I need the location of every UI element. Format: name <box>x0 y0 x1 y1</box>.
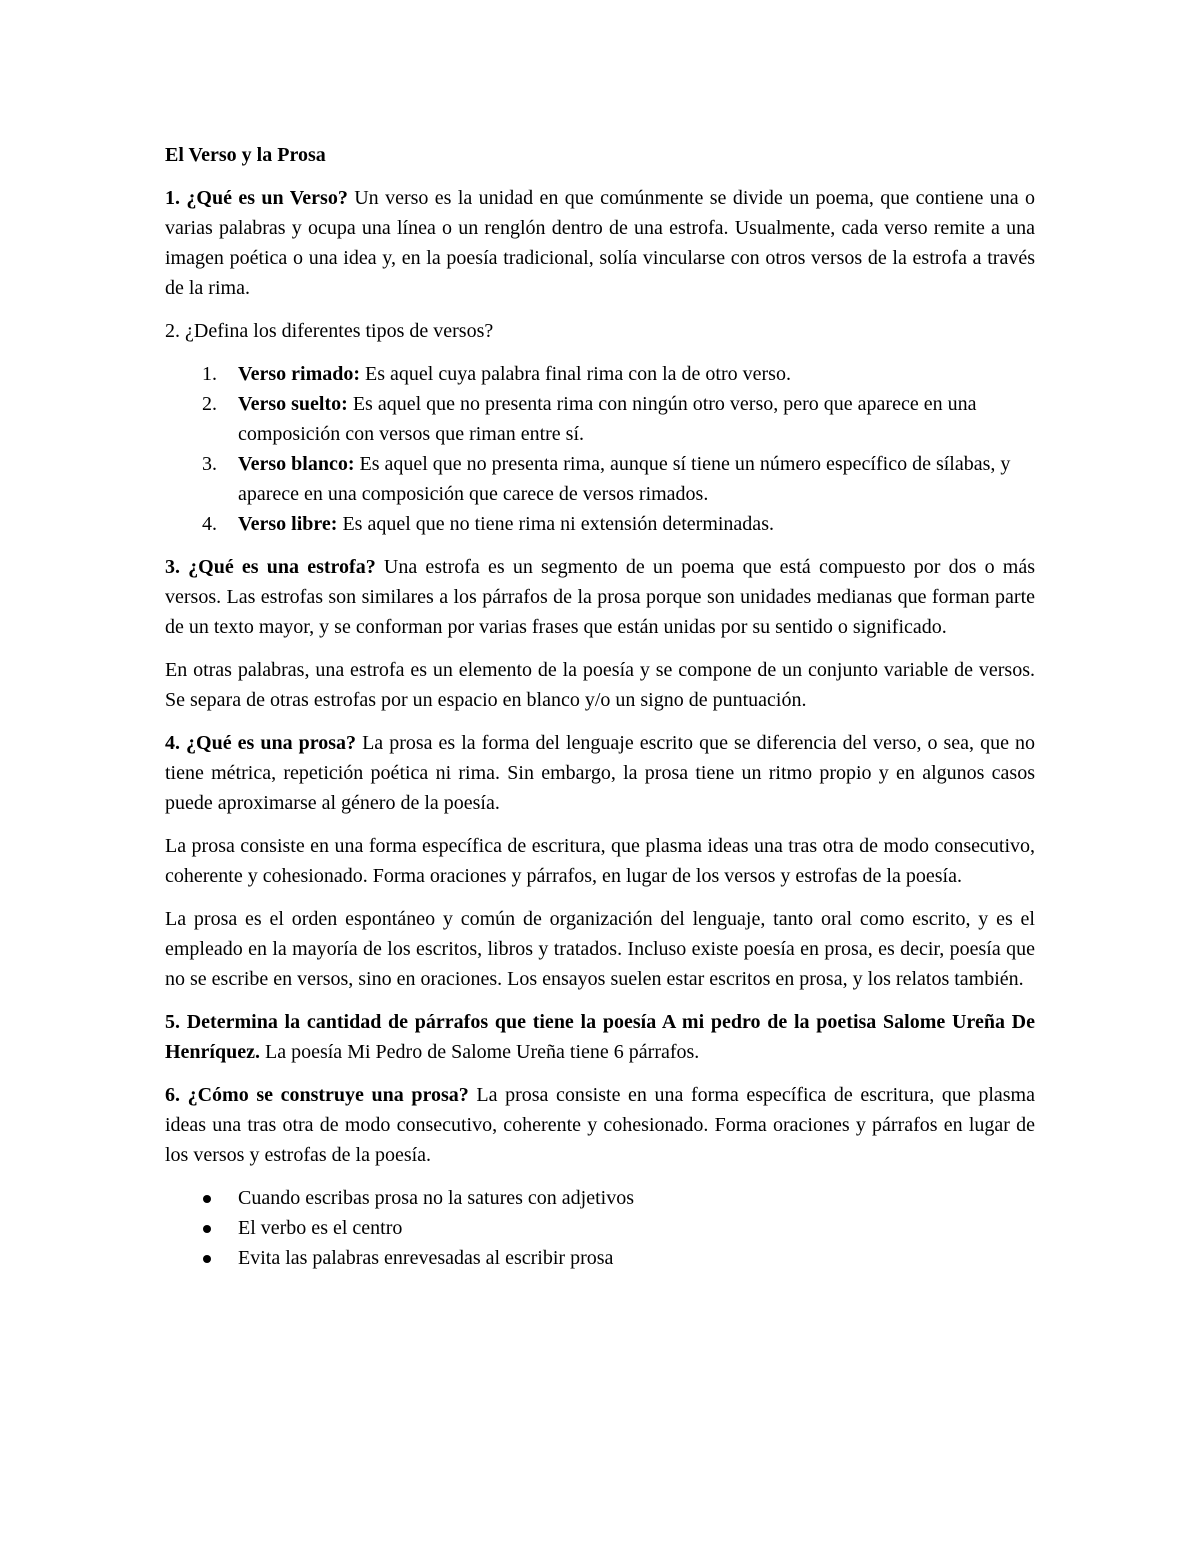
list-number: 4. <box>202 513 217 535</box>
question-3 <box>165 552 1035 642</box>
document-title: El Verso y la Prosa <box>165 144 326 166</box>
bullet-icon <box>203 1225 211 1233</box>
bullet-icon <box>203 1255 211 1263</box>
question-3-extra: En otras palabras, una estrofa es un elemento de la poesía y se compone de un conjunto variable de versos. Se separa de otras estrofas por un espacio en blanco y/o un signo de puntuación. <box>165 659 1035 711</box>
question-4-answer: La prosa es la forma del lenguaje escrito que se diferencia del verso, o sea, que no tiene métrica, repetición poética ni rima. Sin embargo, la prosa tiene un ritmo propio y en algunos casos puede aproximarse al género de la poesía. <box>165 732 1035 814</box>
question-1 <box>165 183 1035 303</box>
list-text: Es aquel que no tiene rima ni extensión determinadas. <box>337 513 774 535</box>
list-item <box>202 509 1035 539</box>
question-5-answer: La poesía Mi Pedro de Salome Ureña tiene 6 párrafos. <box>260 1041 700 1063</box>
list-term: Verso rimado: <box>238 363 361 385</box>
question-5 <box>165 1007 1035 1067</box>
list-term: Verso libre: <box>238 513 338 535</box>
verse-types-list <box>165 359 1035 539</box>
list-text: El verbo es el centro <box>238 1217 403 1239</box>
question-1-heading: 1. ¿Qué es un Verso? <box>165 187 348 209</box>
question-3-heading: 3. ¿Qué es una estrofa? <box>165 556 376 578</box>
list-item <box>238 1243 1035 1273</box>
question-2: 2. ¿Defina los diferentes tipos de versos? <box>165 320 494 342</box>
document-page <box>165 140 1035 1273</box>
question-4-heading: 4. ¿Qué es una prosa? <box>165 732 357 754</box>
question-4-extra-1: La prosa consiste en una forma específica de escritura, que plasma ideas una tras otra de modo consecutivo, coherente y cohesionado. Forma oraciones y párrafos, en lugar de los versos y estrofas de la poesía. <box>165 835 1035 887</box>
list-item <box>202 449 1035 509</box>
question-6 <box>165 1080 1035 1170</box>
prose-tips-list <box>165 1183 1035 1273</box>
bullet-icon <box>203 1195 211 1203</box>
question-6-answer: La prosa consiste en una forma específica de escritura, que plasma ideas una tras otra de modo consecutivo, coherente y cohesionado. Forma oraciones y párrafos en lugar de los versos y estrofas de la poesía. <box>165 1084 1035 1166</box>
list-item <box>238 1183 1035 1213</box>
question-3-answer: Una estrofa es un segmento de un poema que está compuesto por dos o más versos. Las estrofas son similares a los párrafos de la prosa porque son unidades medianas que forman parte de un texto mayor, y se conforman por varias frases que están unidas por su sentido o significado. <box>165 556 1035 638</box>
list-number: 3. <box>202 453 217 475</box>
list-term: Verso suelto: <box>238 393 348 415</box>
question-6-heading: 6. ¿Cómo se construye una prosa? <box>165 1084 469 1106</box>
list-text: Es aquel que no presenta rima, aunque sí tiene un número específico de sílabas, y aparece en una composición que carece de versos rimados. <box>238 453 1011 505</box>
list-item <box>202 359 1035 389</box>
question-5-heading: 5. Determina la cantidad de párrafos que tiene la poesía A mi pedro de la poetisa Salome Ureña De Henríquez. <box>165 1011 1035 1063</box>
list-item <box>238 1213 1035 1243</box>
list-text: Es aquel que no presenta rima con ningún otro verso, pero que aparece en una composición con versos que riman entre sí. <box>238 393 977 445</box>
question-4 <box>165 728 1035 818</box>
list-item <box>202 389 1035 449</box>
list-number: 2. <box>202 393 217 415</box>
list-text: Es aquel cuya palabra final rima con la de otro verso. <box>360 363 791 385</box>
list-text: Cuando escribas prosa no la satures con adjetivos <box>238 1187 635 1209</box>
list-term: Verso blanco: <box>238 453 355 475</box>
list-number: 1. <box>202 363 217 385</box>
list-text: Evita las palabras enrevesadas al escribir prosa <box>238 1247 614 1269</box>
question-1-answer: Un verso es la unidad en que comúnmente se divide un poema, que contiene una o varias palabras y ocupa una línea o un renglón dentro de una estrofa. Usualmente, cada verso remite a una imagen poética o una idea y, en la poesía tradicional, solía vincularse con otros versos de la estrofa a través de la rima. <box>165 187 1035 299</box>
question-4-extra-2: La prosa es el orden espontáneo y común de organización del lenguaje, tanto oral como escrito, y es el empleado en la mayoría de los escritos, libros y tratados. Incluso existe poesía en prosa, es decir, poesía que no se escribe en versos, sino en oraciones. Los ensayos suelen estar escritos en prosa, y los relatos también. <box>165 908 1035 990</box>
